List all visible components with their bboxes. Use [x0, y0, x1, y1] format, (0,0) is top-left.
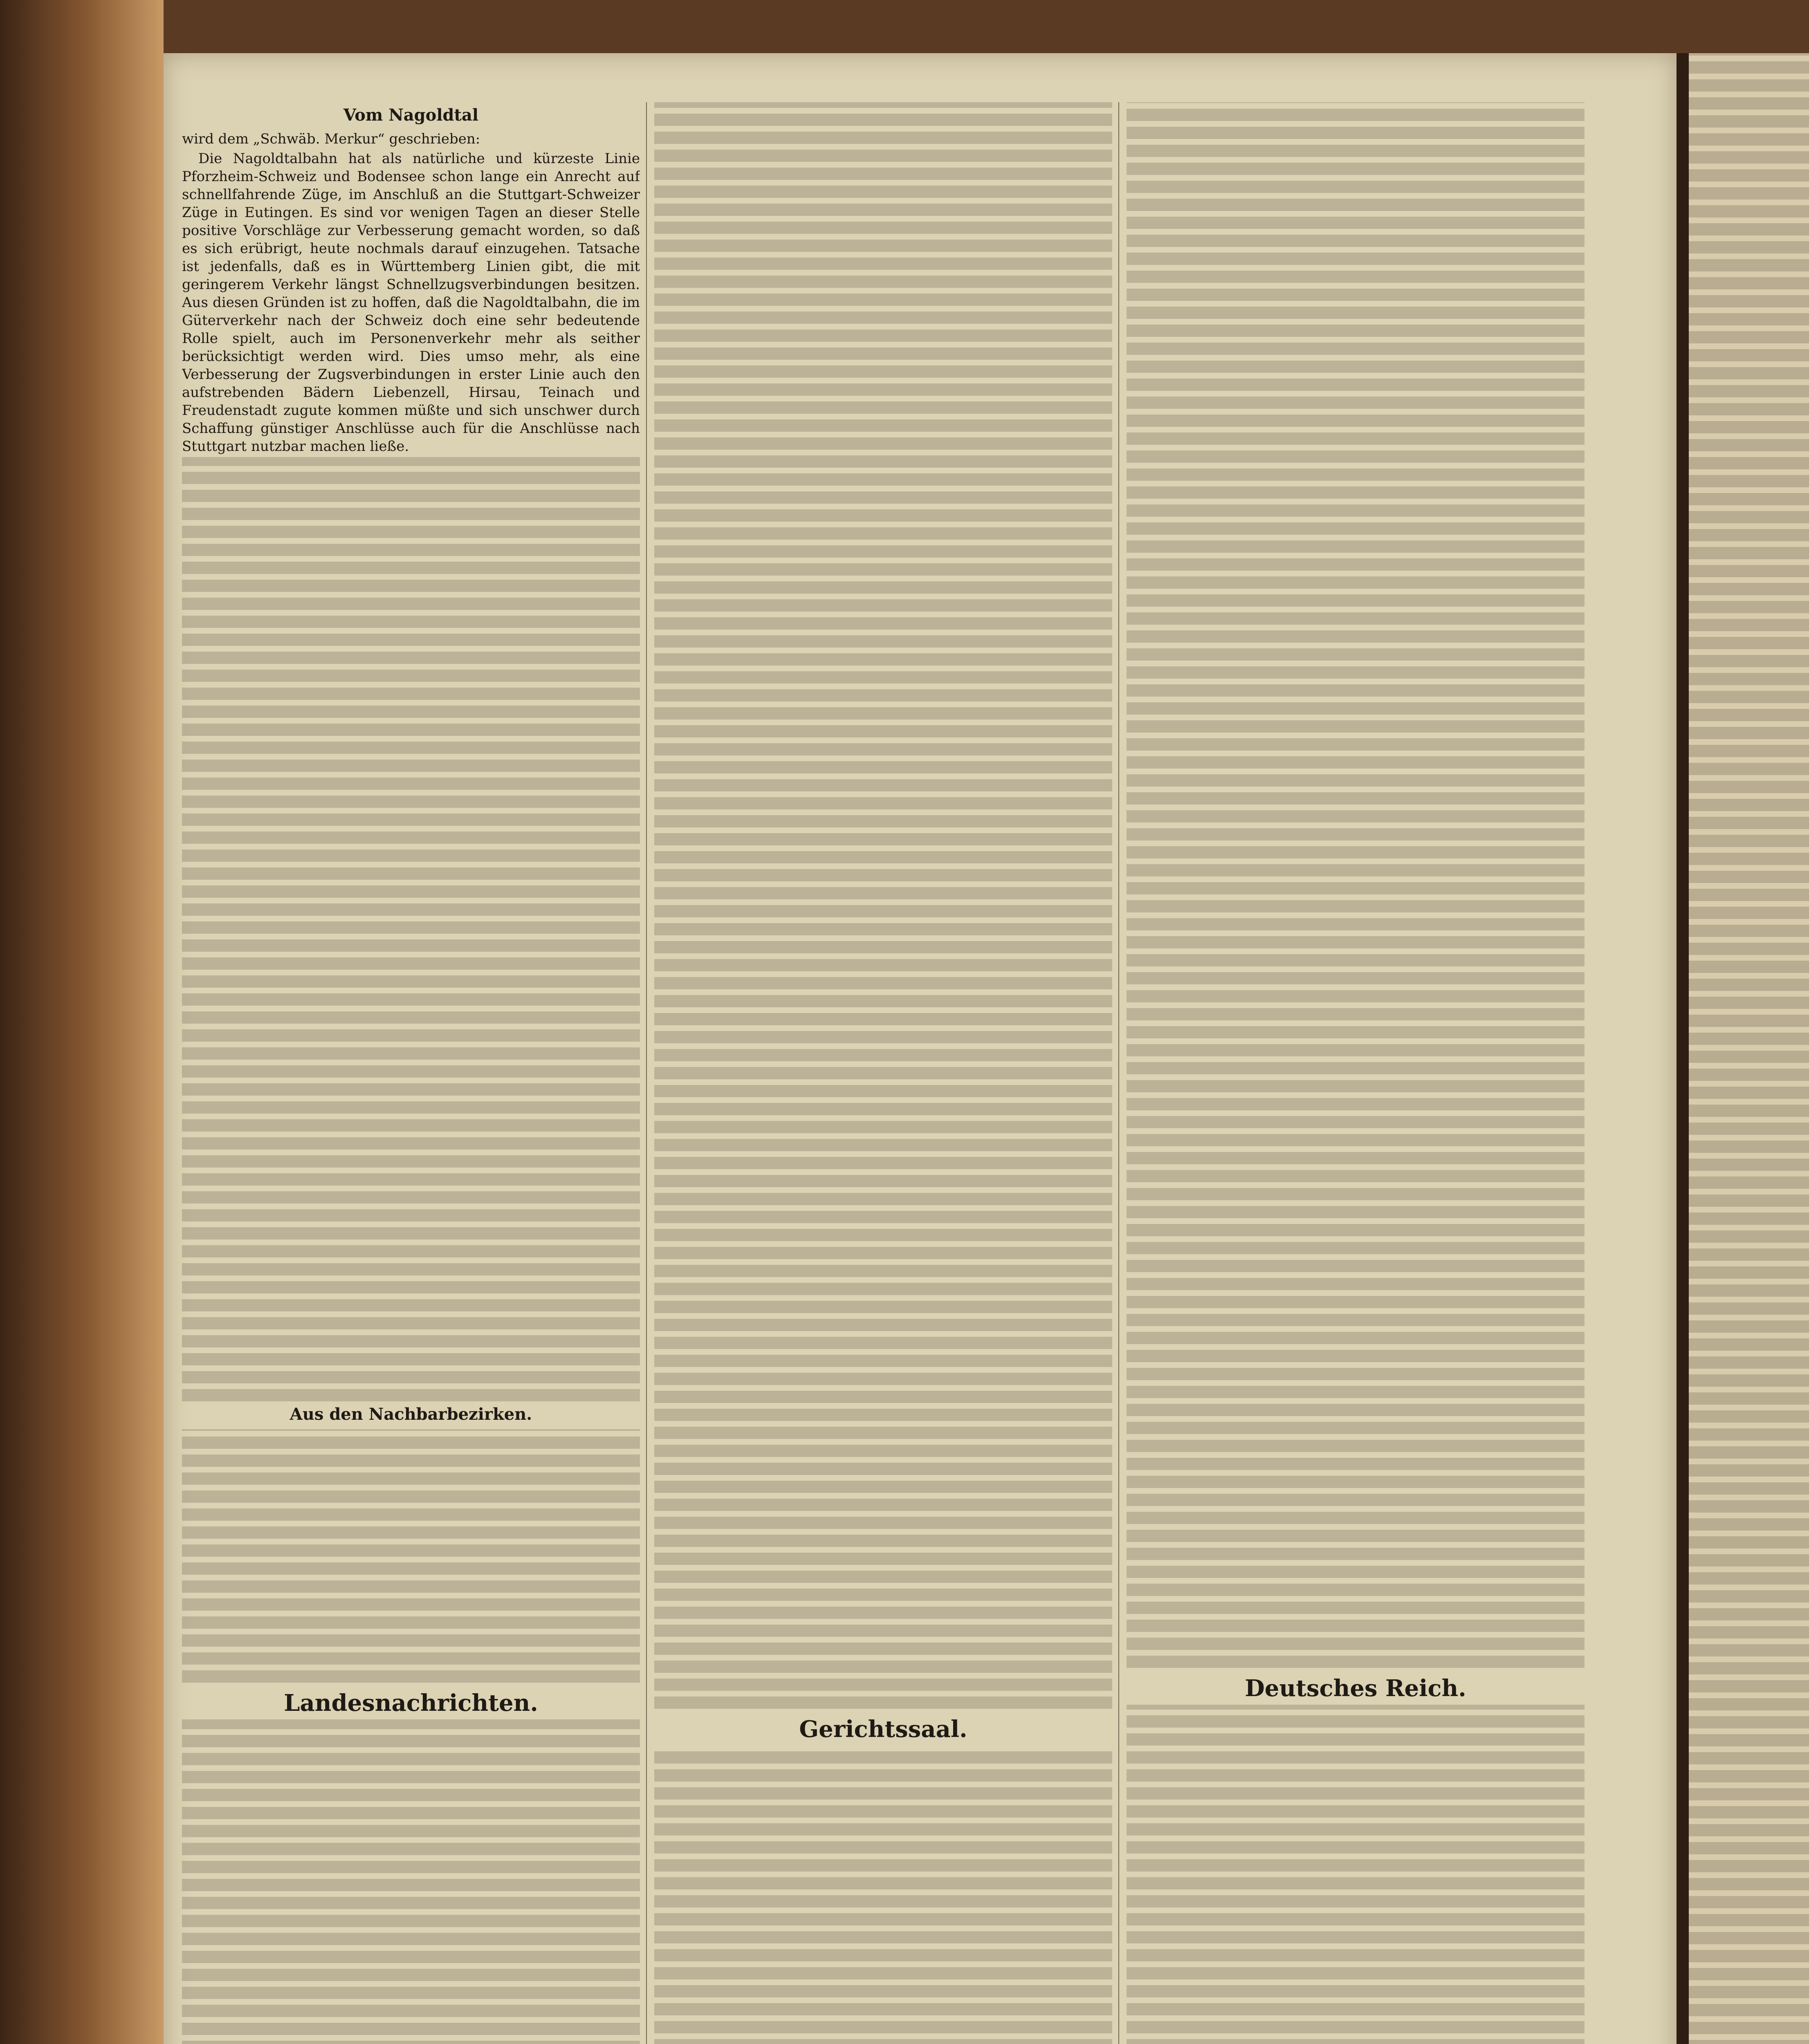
heading-nachbarbezirke: Aus den Nachbarbezirken.	[290, 1405, 532, 1424]
untranscribed-articles-2	[182, 1429, 640, 1683]
article-nagoldtal: Die Nagoldtalbahn hat als natürliche und kürzeste Linie Pforzheim-Schweiz und Bodensee schon lange ein Anrecht auf schnellfahrende Züge, im Anschluß an die Stuttgart-Schweizer Züge in Eutingen. Es sind vor wenigen Tagen an dieser Stelle positive Vorschläge zur Verbesserung gemacht worden, so daß es sich erübrigt, heute nochmals darauf einzugehen. Tatsache ist jedenfalls, daß es in Württemberg Linien gibt, die mit geringerem Verkehr längst Schnellzugsverbindungen besitzen. Aus diesen Gründen ist zu hoffen, daß die Nagoldtalbahn, die im Güterverkehr nach der Schweiz doch eine sehr bedeutende Rolle spielt, auch im Personenverkehr mehr als seither berücksichtigt werden wird. Dies umso mehr, als eine Verbesserung der Zugsverbindungen in erster Linie auch den aufstrebenden Bädern Liebenzell, Hirsau, Teinach und Freudenstadt zugute kommen müßte und sich unschwer durch Schaffung günstiger Anschlüsse auch für die Anschlüsse nach Stuttgart nutzbar machen ließe.	[182, 150, 640, 455]
untranscribed-articles-1	[182, 457, 640, 1401]
book-binding	[0, 0, 164, 2044]
intro-line: wird dem „Schwäb. Merkur“ geschrieben:	[182, 131, 480, 147]
newspaper-page	[164, 53, 1677, 2044]
untranscribed-articles-7	[1127, 1705, 1585, 2044]
column-3	[1127, 102, 1585, 2044]
column-rule-2	[1118, 102, 1119, 2044]
untranscribed-articles-3	[182, 1719, 640, 2044]
untranscribed-articles-4	[654, 102, 1112, 1709]
heading-deutsches-reich: Deutsches Reich.	[1245, 1675, 1466, 1702]
column-2	[654, 102, 1112, 2044]
heading-landesnachrichten: Landesnachrichten.	[284, 1690, 538, 1717]
untranscribed-articles-5	[654, 1746, 1112, 2044]
column-rule-1	[646, 102, 647, 2044]
heading-gerichtssaal: Gerichtssaal.	[799, 1716, 967, 1743]
adjacent-page-edge	[1689, 53, 1809, 2044]
heading-nagoldtal: Vom Nagoldtal	[343, 105, 479, 125]
column-1	[182, 102, 640, 2044]
page-gutter	[1677, 53, 1689, 2044]
untranscribed-articles-6	[1127, 102, 1585, 1668]
